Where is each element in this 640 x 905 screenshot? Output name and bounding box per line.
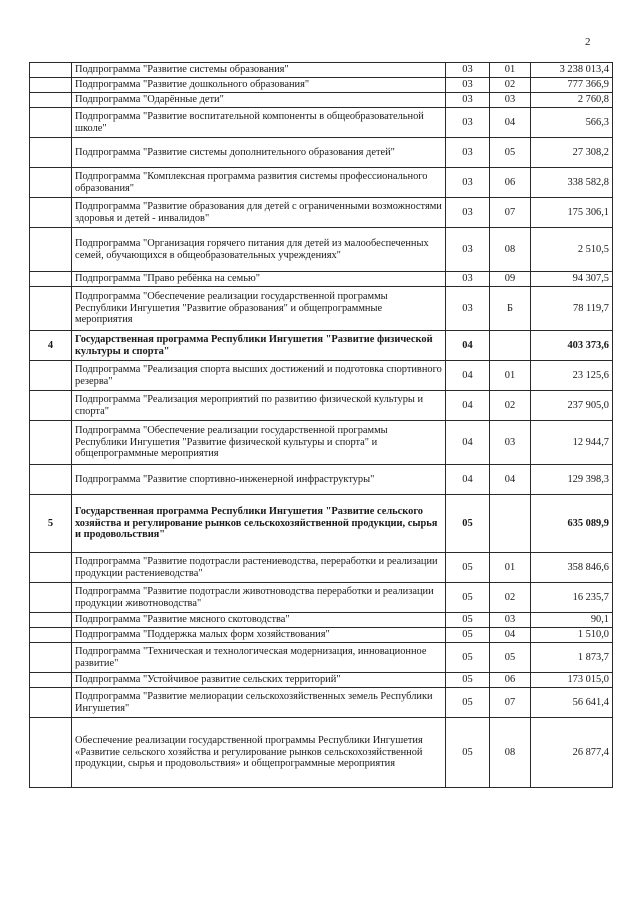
row-number-cell [30,628,72,643]
program-code-cell: 03 [446,78,490,93]
amount-cell: 2 510,5 [531,228,613,272]
program-name-cell: Подпрограмма "Организация горячего питания для детей из малообеспеченных семей, обучающихся в общеобразовательных учреждениях" [72,228,446,272]
program-name-cell: Подпрограмма "Развитие дошкольного образования" [72,78,446,93]
amount-cell: 173 015,0 [531,673,613,688]
subprogram-row [30,628,613,643]
row-number-cell [30,688,72,718]
program-code-cell: 03 [446,287,490,331]
program-name-cell: Подпрограмма "Комплексная программа развития системы профессионального образования" [72,168,446,198]
program-code-cell: 05 [446,718,490,788]
amount-cell: 94 307,5 [531,272,613,287]
subprogram-code-cell: 02 [490,391,531,421]
row-number-cell [30,391,72,421]
program-row [30,495,613,553]
subprogram-row [30,138,613,168]
subprogram-row [30,168,613,198]
program-name-cell: Подпрограмма "Устойчивое развитие сельских территорий" [72,673,446,688]
program-code-cell: 05 [446,553,490,583]
subprogram-code-cell: 08 [490,718,531,788]
subprogram-row [30,228,613,272]
row-number-cell [30,361,72,391]
row-number-cell [30,138,72,168]
row-number-cell [30,63,72,78]
subprogram-row [30,688,613,718]
program-name-cell: Подпрограмма "Одарённые дети" [72,93,446,108]
subprogram-code-cell [490,495,531,553]
subprogram-code-cell: 04 [490,628,531,643]
program-name-cell: Подпрограмма "Развитие образования для детей с ограниченными возможностями здоровья и детей - инвалидов" [72,198,446,228]
subprogram-row [30,465,613,495]
program-code-cell: 05 [446,688,490,718]
program-name-cell: Обеспечение реализации государственной программы Республики Ингушетия «Развитие сельского хозяйства и регулирование рынков сельскохозяйственной продукции, сырья и продовольствия» и общепрограммные мероприятия [72,718,446,788]
amount-cell: 635 089,9 [531,495,613,553]
subprogram-code-cell: Б [490,287,531,331]
subprogram-code-cell: 01 [490,63,531,78]
program-name-cell: Подпрограмма "Реализация мероприятий по развитию физической культуры и спорта" [72,391,446,421]
program-code-cell: 03 [446,168,490,198]
subprogram-row [30,108,613,138]
program-name-cell: Подпрограмма "Развитие мясного скотоводства" [72,613,446,628]
program-code-cell: 05 [446,643,490,673]
subprogram-code-cell: 05 [490,138,531,168]
program-name-cell: Подпрограмма "Развитие системы образования" [72,63,446,78]
subprogram-code-cell: 07 [490,688,531,718]
subprogram-code-cell: 03 [490,421,531,465]
program-code-cell: 04 [446,421,490,465]
program-name-cell: Подпрограмма "Поддержка малых форм хозяйствования" [72,628,446,643]
subprogram-code-cell: 09 [490,272,531,287]
program-code-cell: 03 [446,198,490,228]
budget-table [29,62,613,788]
subprogram-row [30,583,613,613]
row-number-cell [30,465,72,495]
amount-cell: 3 238 013,4 [531,63,613,78]
program-code-cell: 03 [446,108,490,138]
program-name-cell: Государственная программа Республики Ингушетия "Развитие физической культуры и спорта" [72,331,446,361]
subprogram-row [30,361,613,391]
amount-cell: 26 877,4 [531,718,613,788]
program-code-cell: 05 [446,628,490,643]
amount-cell: 358 846,6 [531,553,613,583]
subprogram-code-cell: 07 [490,198,531,228]
subprogram-code-cell: 01 [490,361,531,391]
program-code-cell: 05 [446,673,490,688]
amount-cell: 2 760,8 [531,93,613,108]
subprogram-code-cell: 06 [490,673,531,688]
subprogram-row [30,63,613,78]
subprogram-code-cell: 04 [490,465,531,495]
program-code-cell: 03 [446,138,490,168]
amount-cell: 175 306,1 [531,198,613,228]
program-name-cell: Государственная программа Республики Ингушетия "Развитие сельского хозяйства и регулирование рынков сельскохозяйственной продукции, сырья и продовольствия" [72,495,446,553]
row-number-cell [30,613,72,628]
amount-cell: 12 944,7 [531,421,613,465]
program-name-cell: Подпрограмма "Развитие воспитательной компоненты в общеобразовательной школе" [72,108,446,138]
program-code-cell: 04 [446,465,490,495]
amount-cell: 23 125,6 [531,361,613,391]
subprogram-row [30,553,613,583]
subprogram-row [30,718,613,788]
program-name-cell: Подпрограмма "Развитие подотрасли животноводства переработки и реализации продукции животноводства" [72,583,446,613]
subprogram-row [30,287,613,331]
row-number-cell [30,287,72,331]
subprogram-row [30,198,613,228]
row-number-cell [30,553,72,583]
program-code-cell: 03 [446,63,490,78]
row-number-cell [30,93,72,108]
amount-cell: 90,1 [531,613,613,628]
program-name-cell: Подпрограмма "Реализация спорта высших достижений и подготовка спортивного резерва" [72,361,446,391]
program-code-cell: 05 [446,613,490,628]
subprogram-row [30,643,613,673]
program-name-cell: Подпрограмма "Право ребёнка на семью" [72,272,446,287]
program-name-cell: Подпрограмма "Обеспечение реализации государственной программы Республики Ингушетия "Развитие образования" и общепрограммные мероприятия [72,287,446,331]
program-code-cell: 04 [446,361,490,391]
subprogram-code-cell: 05 [490,643,531,673]
subprogram-row [30,613,613,628]
amount-cell: 1 510,0 [531,628,613,643]
subprogram-code-cell: 08 [490,228,531,272]
subprogram-row [30,391,613,421]
amount-cell: 566,3 [531,108,613,138]
program-name-cell: Подпрограмма "Развитие спортивно-инженерной инфраструктуры" [72,465,446,495]
subprogram-code-cell: 03 [490,93,531,108]
row-number-cell: 4 [30,331,72,361]
program-name-cell: Подпрограмма "Развитие мелиорации сельскохозяйственных земель Республики Ингушетия" [72,688,446,718]
budget-table-body [30,63,613,788]
program-name-cell: Подпрограмма "Обеспечение реализации государственной программы Республики Ингушетия "Развитие физической культуры и спорта" и общепрограммные мероприятия [72,421,446,465]
program-name-cell: Подпрограмма "Техническая и технологическая модернизация, инновационное развитие" [72,643,446,673]
amount-cell: 1 873,7 [531,643,613,673]
amount-cell: 56 641,4 [531,688,613,718]
subprogram-row [30,93,613,108]
program-code-cell: 05 [446,583,490,613]
amount-cell: 129 398,3 [531,465,613,495]
amount-cell: 27 308,2 [531,138,613,168]
amount-cell: 16 235,7 [531,583,613,613]
amount-cell: 777 366,9 [531,78,613,93]
program-code-cell: 05 [446,495,490,553]
subprogram-code-cell: 04 [490,108,531,138]
page-number: 2 [585,36,591,48]
row-number-cell [30,673,72,688]
row-number-cell [30,421,72,465]
row-number-cell: 5 [30,495,72,553]
subprogram-code-cell [490,331,531,361]
row-number-cell [30,198,72,228]
subprogram-code-cell: 02 [490,78,531,93]
program-code-cell: 04 [446,391,490,421]
subprogram-code-cell: 03 [490,613,531,628]
row-number-cell [30,228,72,272]
row-number-cell [30,718,72,788]
program-row [30,331,613,361]
subprogram-row [30,78,613,93]
program-code-cell: 04 [446,331,490,361]
row-number-cell [30,108,72,138]
program-name-cell: Подпрограмма "Развитие системы дополнительного образования детей" [72,138,446,168]
amount-cell: 237 905,0 [531,391,613,421]
subprogram-row [30,421,613,465]
program-name-cell: Подпрограмма "Развитие подотрасли растениеводства, переработки и реализации продукции растениеводства" [72,553,446,583]
amount-cell: 78 119,7 [531,287,613,331]
row-number-cell [30,168,72,198]
subprogram-code-cell: 06 [490,168,531,198]
row-number-cell [30,272,72,287]
subprogram-code-cell: 02 [490,583,531,613]
program-code-cell: 03 [446,272,490,287]
program-code-cell: 03 [446,228,490,272]
subprogram-row [30,272,613,287]
subprogram-row [30,673,613,688]
row-number-cell [30,643,72,673]
program-code-cell: 03 [446,93,490,108]
row-number-cell [30,78,72,93]
amount-cell: 338 582,8 [531,168,613,198]
subprogram-code-cell: 01 [490,553,531,583]
amount-cell: 403 373,6 [531,331,613,361]
row-number-cell [30,583,72,613]
